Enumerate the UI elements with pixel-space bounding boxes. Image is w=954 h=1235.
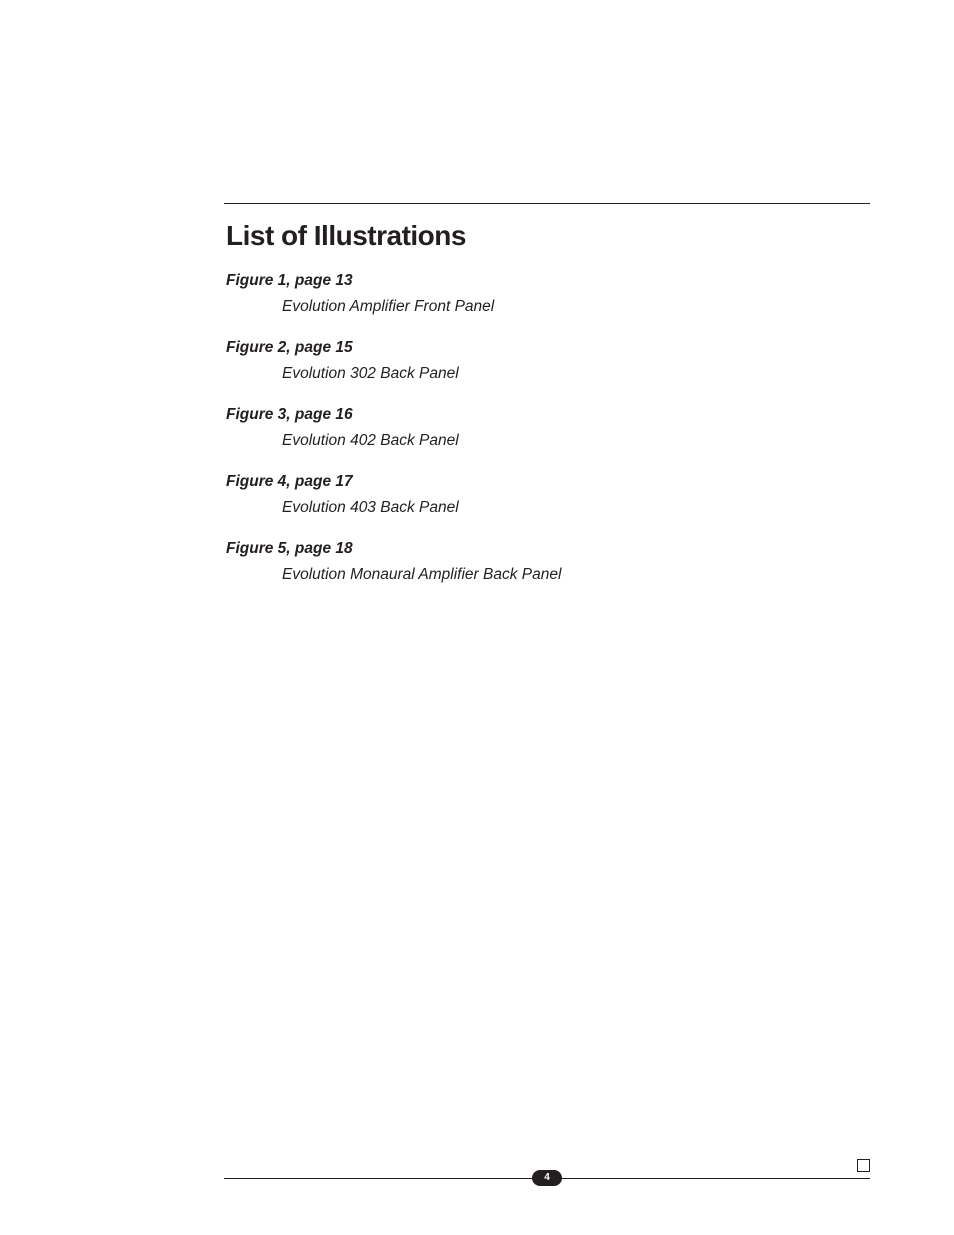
page-number-badge: 4 <box>532 1170 562 1186</box>
figure-entry-2 <box>226 338 866 405</box>
figure-list <box>226 271 866 606</box>
figure-entry-1 <box>226 271 866 338</box>
figure-reference: Figure 2, page 15 <box>226 339 353 356</box>
corner-box-icon <box>857 1159 870 1172</box>
figure-reference: Figure 3, page 16 <box>226 406 353 423</box>
figure-reference: Figure 5, page 18 <box>226 540 353 557</box>
figure-caption: Evolution 402 Back Panel <box>282 432 459 449</box>
figure-caption: Evolution 302 Back Panel <box>282 365 459 382</box>
figure-caption: Evolution Monaural Amplifier Back Panel <box>282 566 562 583</box>
page-title: List of Illustrations <box>226 220 466 251</box>
top-rule <box>224 203 870 204</box>
figure-reference: Figure 4, page 17 <box>226 473 353 490</box>
figure-entry-4 <box>226 472 866 539</box>
figure-caption: Evolution 403 Back Panel <box>282 499 459 516</box>
figure-reference: Figure 1, page 13 <box>226 272 353 289</box>
figure-entry-3 <box>226 405 866 472</box>
figure-caption: Evolution Amplifier Front Panel <box>282 298 495 315</box>
figure-entry-5 <box>226 539 866 606</box>
